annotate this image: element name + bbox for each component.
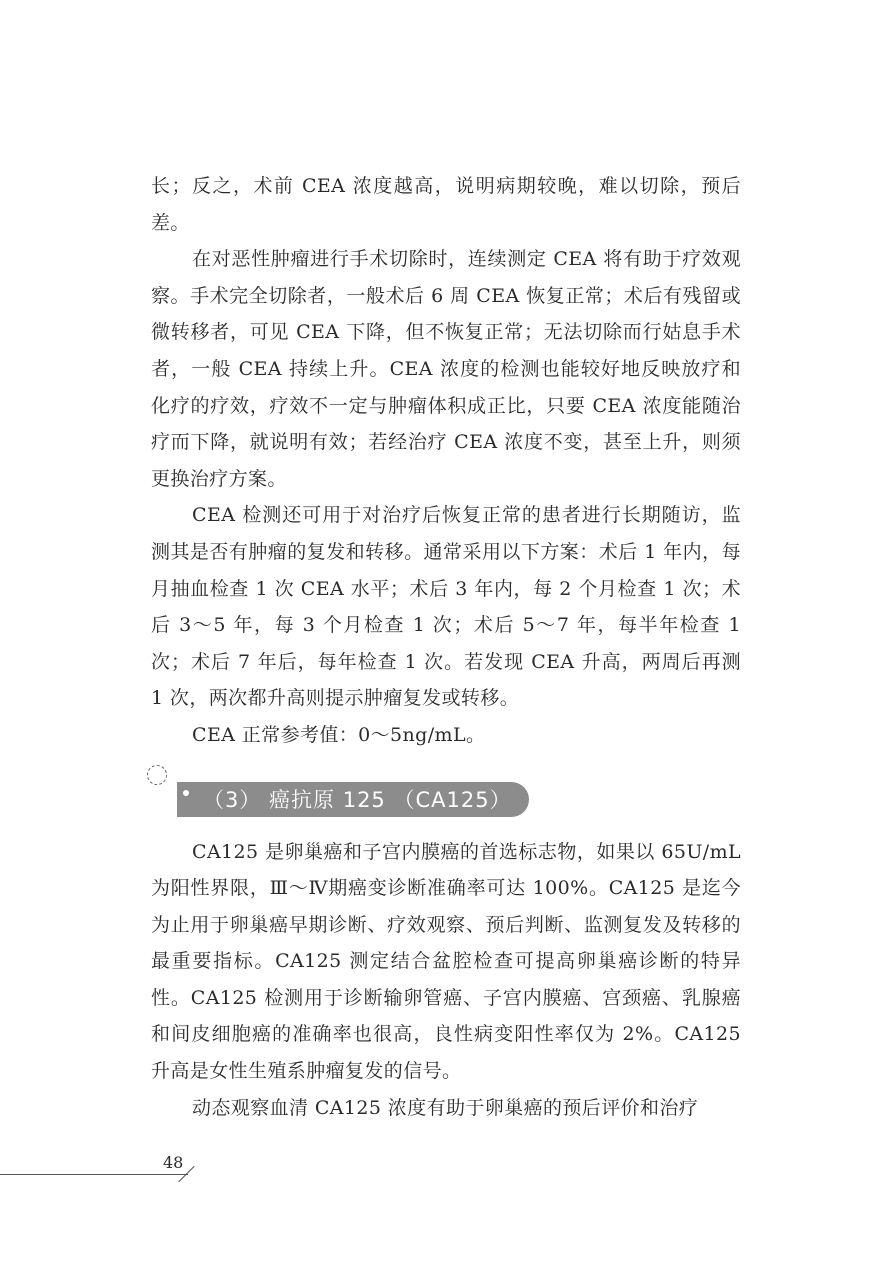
paragraph: CA125 是卵巢癌和子宫内膜癌的首选标志物，如果以 65U/mL 为阳性界限，Ⅲ～Ⅳ期癌变诊断准确率可达 100%。CA125 是迄今为止用于卵巢癌早期诊断、疗效观察、预后判断、监测复发及转移的最重要指标。CA125 测定结合盆腔检查可提高卵巢癌诊断的特异性。CA125 检测用于诊断输卵管癌、子宫内膜癌、宫颈癌、乳腺癌和间皮细胞癌的准确率也很高，良性病变阳性率仅为 2%。CA125 升高是女性生殖系肿瘤复发的信号。 <box>151 840 741 1083</box>
section-heading-banner <box>177 782 529 817</box>
section-heading <box>151 768 741 826</box>
paragraph: CEA 检测还可用于对治疗后恢复正常的患者进行长期随访，监测其是否有肿瘤的复发和转移。通常采用以下方案：术后 1 年内，每月抽血检查 1 次 CEA 水平；术后 3 年内，每 2 个月检查 1 次；术后 3～5 年，每 3 个月检查 1 次；术后 5～7 年，每半年检查 1 次；术后 7 年后，每年检查 1 次。若发现 CEA 升高，两周后再测 1 次，两次都升高则提示肿瘤复发或转移。 <box>151 504 741 710</box>
paragraph: 长；反之，术前 CEA 浓度越高，说明病期较晚，难以切除，预后差。 <box>151 175 741 234</box>
paragraph: 在对恶性肿瘤进行手术切除时，连续测定 CEA 将有助于疗效观察。手术完全切除者，一般术后 6 周 CEA 恢复正常；术后有残留或微转移者，可见 CEA 下降，但不恢复正常；无法切除而行姑息手术者，一般 CEA 持续上升。CEA 浓度的检测也能较好地反映放疗和化疗的疗效，疗效不一定与肿瘤体积成正比，只要 CEA 浓度能随治疗而下降，就说明有效；若经治疗 CEA 浓度不变，甚至上升，则须更换治疗方案。 <box>151 248 741 490</box>
dot-icon <box>183 790 189 796</box>
page-body <box>151 168 741 1126</box>
section-heading-label: （3） 癌抗原 125 （CA125） <box>203 788 512 812</box>
dashed-circle-icon <box>147 765 167 785</box>
page-number: 48 <box>163 1153 184 1172</box>
paragraph: CEA 正常参考值：0～5ng/mL。 <box>192 723 486 746</box>
paragraph: 动态观察血清 CA125 浓度有助于卵巢癌的预后评价和治疗 <box>192 1096 699 1119</box>
footer-rule <box>0 1174 188 1175</box>
